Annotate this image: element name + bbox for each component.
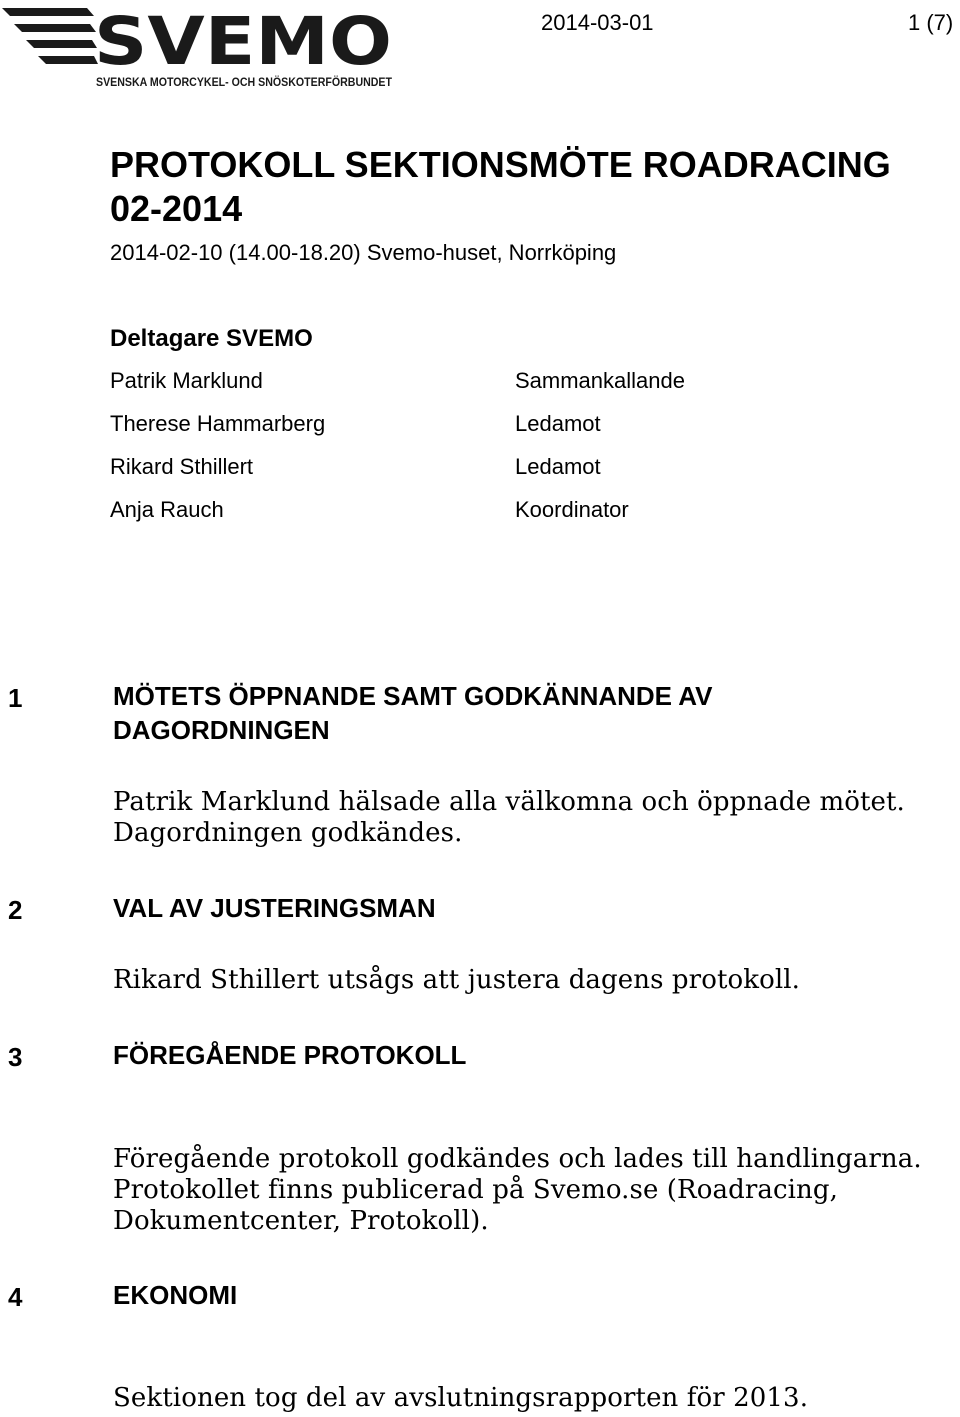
section-number: 3 bbox=[8, 1042, 23, 1072]
attendees-heading: Deltagare SVEMO bbox=[110, 325, 313, 352]
paragraph-line: Protokollet finns publicerad på Svemo.se (Roadracing, bbox=[113, 1175, 838, 1205]
section-title: VAL AV JUSTERINGSMAN bbox=[113, 893, 436, 923]
svemo-logo bbox=[2, 0, 431, 92]
paragraph-line: Föregående protokoll godkändes och lades till handlingarna. bbox=[113, 1144, 922, 1174]
svg-text:SVEMO: SVEMO bbox=[94, 3, 392, 80]
document-date: 2014-03-01 bbox=[541, 10, 654, 35]
section-title: EKONOMI bbox=[113, 1280, 238, 1310]
section-number: 1 bbox=[8, 683, 23, 713]
page-number: 1 (7) bbox=[908, 10, 954, 35]
paragraph-line: Rikard Sthillert utsågs att justera dagens protokoll. bbox=[113, 965, 801, 995]
paragraph-line: Patrik Marklund hälsade alla välkomna och öppnade mötet. bbox=[113, 787, 905, 817]
attendee-name: Anja Rauch bbox=[110, 497, 224, 522]
section-body bbox=[113, 965, 933, 996]
paragraph-line: Sektionen tog del av avslutningsrapporten för 2013. bbox=[113, 1383, 809, 1413]
attendee-role: Sammankallande bbox=[515, 368, 685, 393]
section-body bbox=[113, 1383, 933, 1414]
paragraph-line: Dagordningen godkändes. bbox=[113, 818, 463, 848]
meeting-date-location: 2014-02-10 (14.00-18.20) Svemo-huset, Norrköping bbox=[110, 240, 617, 265]
document-title: PROTOKOLL SEKTIONSMÖTE ROADRACING 02-2014 bbox=[110, 144, 891, 229]
attendee-name: Patrik Marklund bbox=[110, 368, 263, 393]
svg-text:SVENSKA MOTORCYKEL- OCH SNÖSKO: SVENSKA MOTORCYKEL- OCH SNÖSKOTERFÖRBUNDET bbox=[96, 75, 431, 89]
svemo-logo-graphic bbox=[2, 0, 431, 92]
section-title: MÖTETS ÖPPNANDE SAMT GODKÄNNANDE AV DAGORDNINGEN bbox=[113, 681, 713, 745]
section-title: FÖREGÅENDE PROTOKOLL bbox=[113, 1040, 467, 1070]
section-body bbox=[113, 787, 933, 849]
section-number: 2 bbox=[8, 895, 23, 925]
section-body bbox=[113, 1144, 933, 1237]
section-number: 4 bbox=[8, 1282, 23, 1312]
attendee-role: Koordinator bbox=[515, 497, 629, 522]
paragraph-line: Dokumentcenter, Protokoll). bbox=[113, 1206, 489, 1236]
attendee-role: Ledamot bbox=[515, 454, 601, 479]
attendee-name: Therese Hammarberg bbox=[110, 411, 326, 436]
attendee-name: Rikard Sthillert bbox=[110, 454, 254, 479]
attendee-role: Ledamot bbox=[515, 411, 601, 436]
